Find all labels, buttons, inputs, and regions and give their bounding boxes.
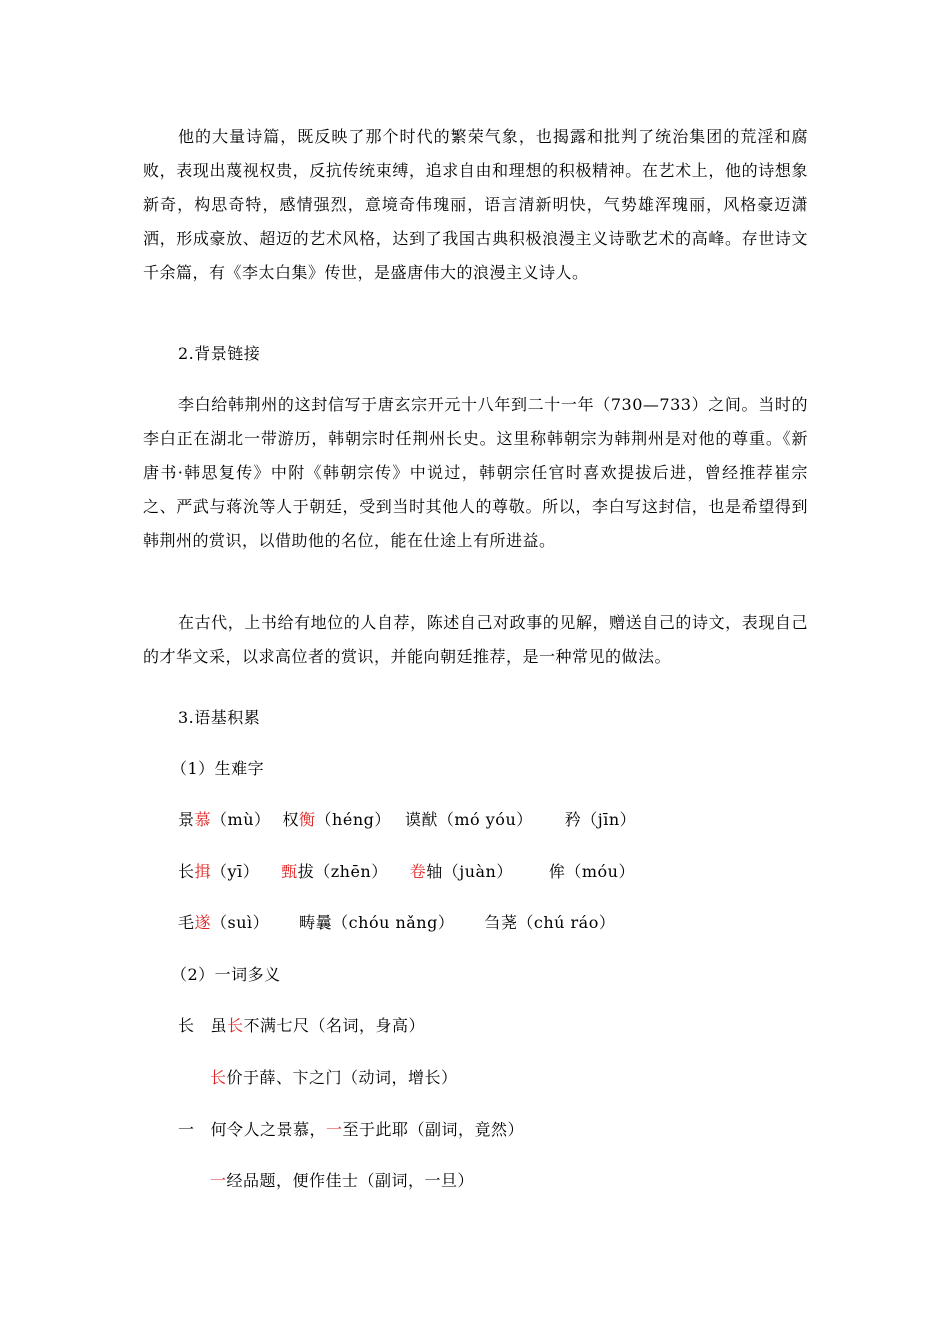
char-entry-churao: 刍荛（chú ráo） [484, 913, 616, 932]
char-entry-moyou: 谟猷（mó yóu） [404, 810, 533, 829]
intro-paragraph: 他的大量诗篇，既反映了那个时代的繁荣气象，也揭露和批判了统治集团的荒淫和腐败，表现出蔑视权贵，反抗传统束缚，追求自由和理想的积极精神。在艺术上，他的诗想象新奇，构思奇特，感情强烈，意境奇伟瑰丽，语言清新明快，气势雄浑瑰丽，风格豪迈潇洒，形成豪放、超迈的艺术风格，达到了我国古典积极浪漫主义诗歌艺术的高峰。存世诗文千余篇，有《李太白集》传世，是盛唐伟大的浪漫主义诗人。 [143, 127, 808, 282]
polysemy-headword-yi: 一 [178, 1120, 195, 1139]
polysemy-example: 虽长不满七尺（名词，身高） [210, 1016, 426, 1035]
char-entry-changyi: 长揖（yī） [178, 862, 260, 881]
polysemy-chang-line-2: 长价于薛、卞之门（动词，增长） [210, 1068, 458, 1087]
polysemy-yi-line-2: 一经品题，便作佳士（副词，一旦） [210, 1171, 475, 1190]
char-row-1 [178, 808, 636, 832]
char-row-2 [178, 860, 635, 884]
char-entry-mou: 侔（móu） [548, 862, 635, 881]
background-paragraph-2: 在古代，上书给有地位的人自荐，陈述自己对政事的见解，赠送自己的诗文，表现自己的才华文采，以求高位者的赏识，并能向朝廷推荐，是一种常见的做法。 [143, 613, 808, 666]
char-row-3 [178, 911, 615, 935]
background-paragraph-1: 李白给韩荆州的这封信写于唐玄宗开元十八年到二十一年（730—733）之间。当时的李白正在湖北一带游历，韩朝宗时任荆州长史。这里称韩朝宗为韩荆州是对他的尊重。《新唐书·韩思复传》中附《韩朝宗传》中说过，韩朝宗任官时喜欢提拔后进，曾经推荐崔宗之、严武与蒋沇等人于朝廷，受到当时其他人的尊敬。所以，李白写这封信，也是希望得到韩荆州的赏识，以借助他的名位，能在仕途上有所进益。 [143, 395, 808, 550]
char-entry-juanzhou: 卷轴（juàn） [409, 862, 513, 881]
section-heading-background: 2.背景链接 [178, 344, 261, 363]
char-entry-jin: 矜（jīn） [564, 810, 637, 829]
char-entry-chounang: 畴曩（chóu nǎng） [299, 913, 455, 932]
char-entry-maosui: 毛遂（suì） [178, 913, 270, 932]
polysemy-chang-line-1 [178, 1014, 425, 1038]
char-entry-jingmu: 景慕（mù） [178, 810, 271, 829]
subheading-difficult-characters: （1）生难字 [171, 759, 265, 778]
char-entry-quanheng: 权衡（héng） [282, 810, 391, 829]
char-entry-zhenba: 甄拔（zhēn） [281, 862, 388, 881]
section-heading-vocabulary: 3.语基积累 [178, 708, 261, 727]
polysemy-yi-line-1 [178, 1118, 524, 1142]
polysemy-headword-chang: 长 [178, 1016, 195, 1035]
polysemy-example: 何令人之景慕，一至于此耶（副词，竟然） [210, 1120, 525, 1139]
subheading-polysemy: （2）一词多义 [171, 965, 281, 984]
